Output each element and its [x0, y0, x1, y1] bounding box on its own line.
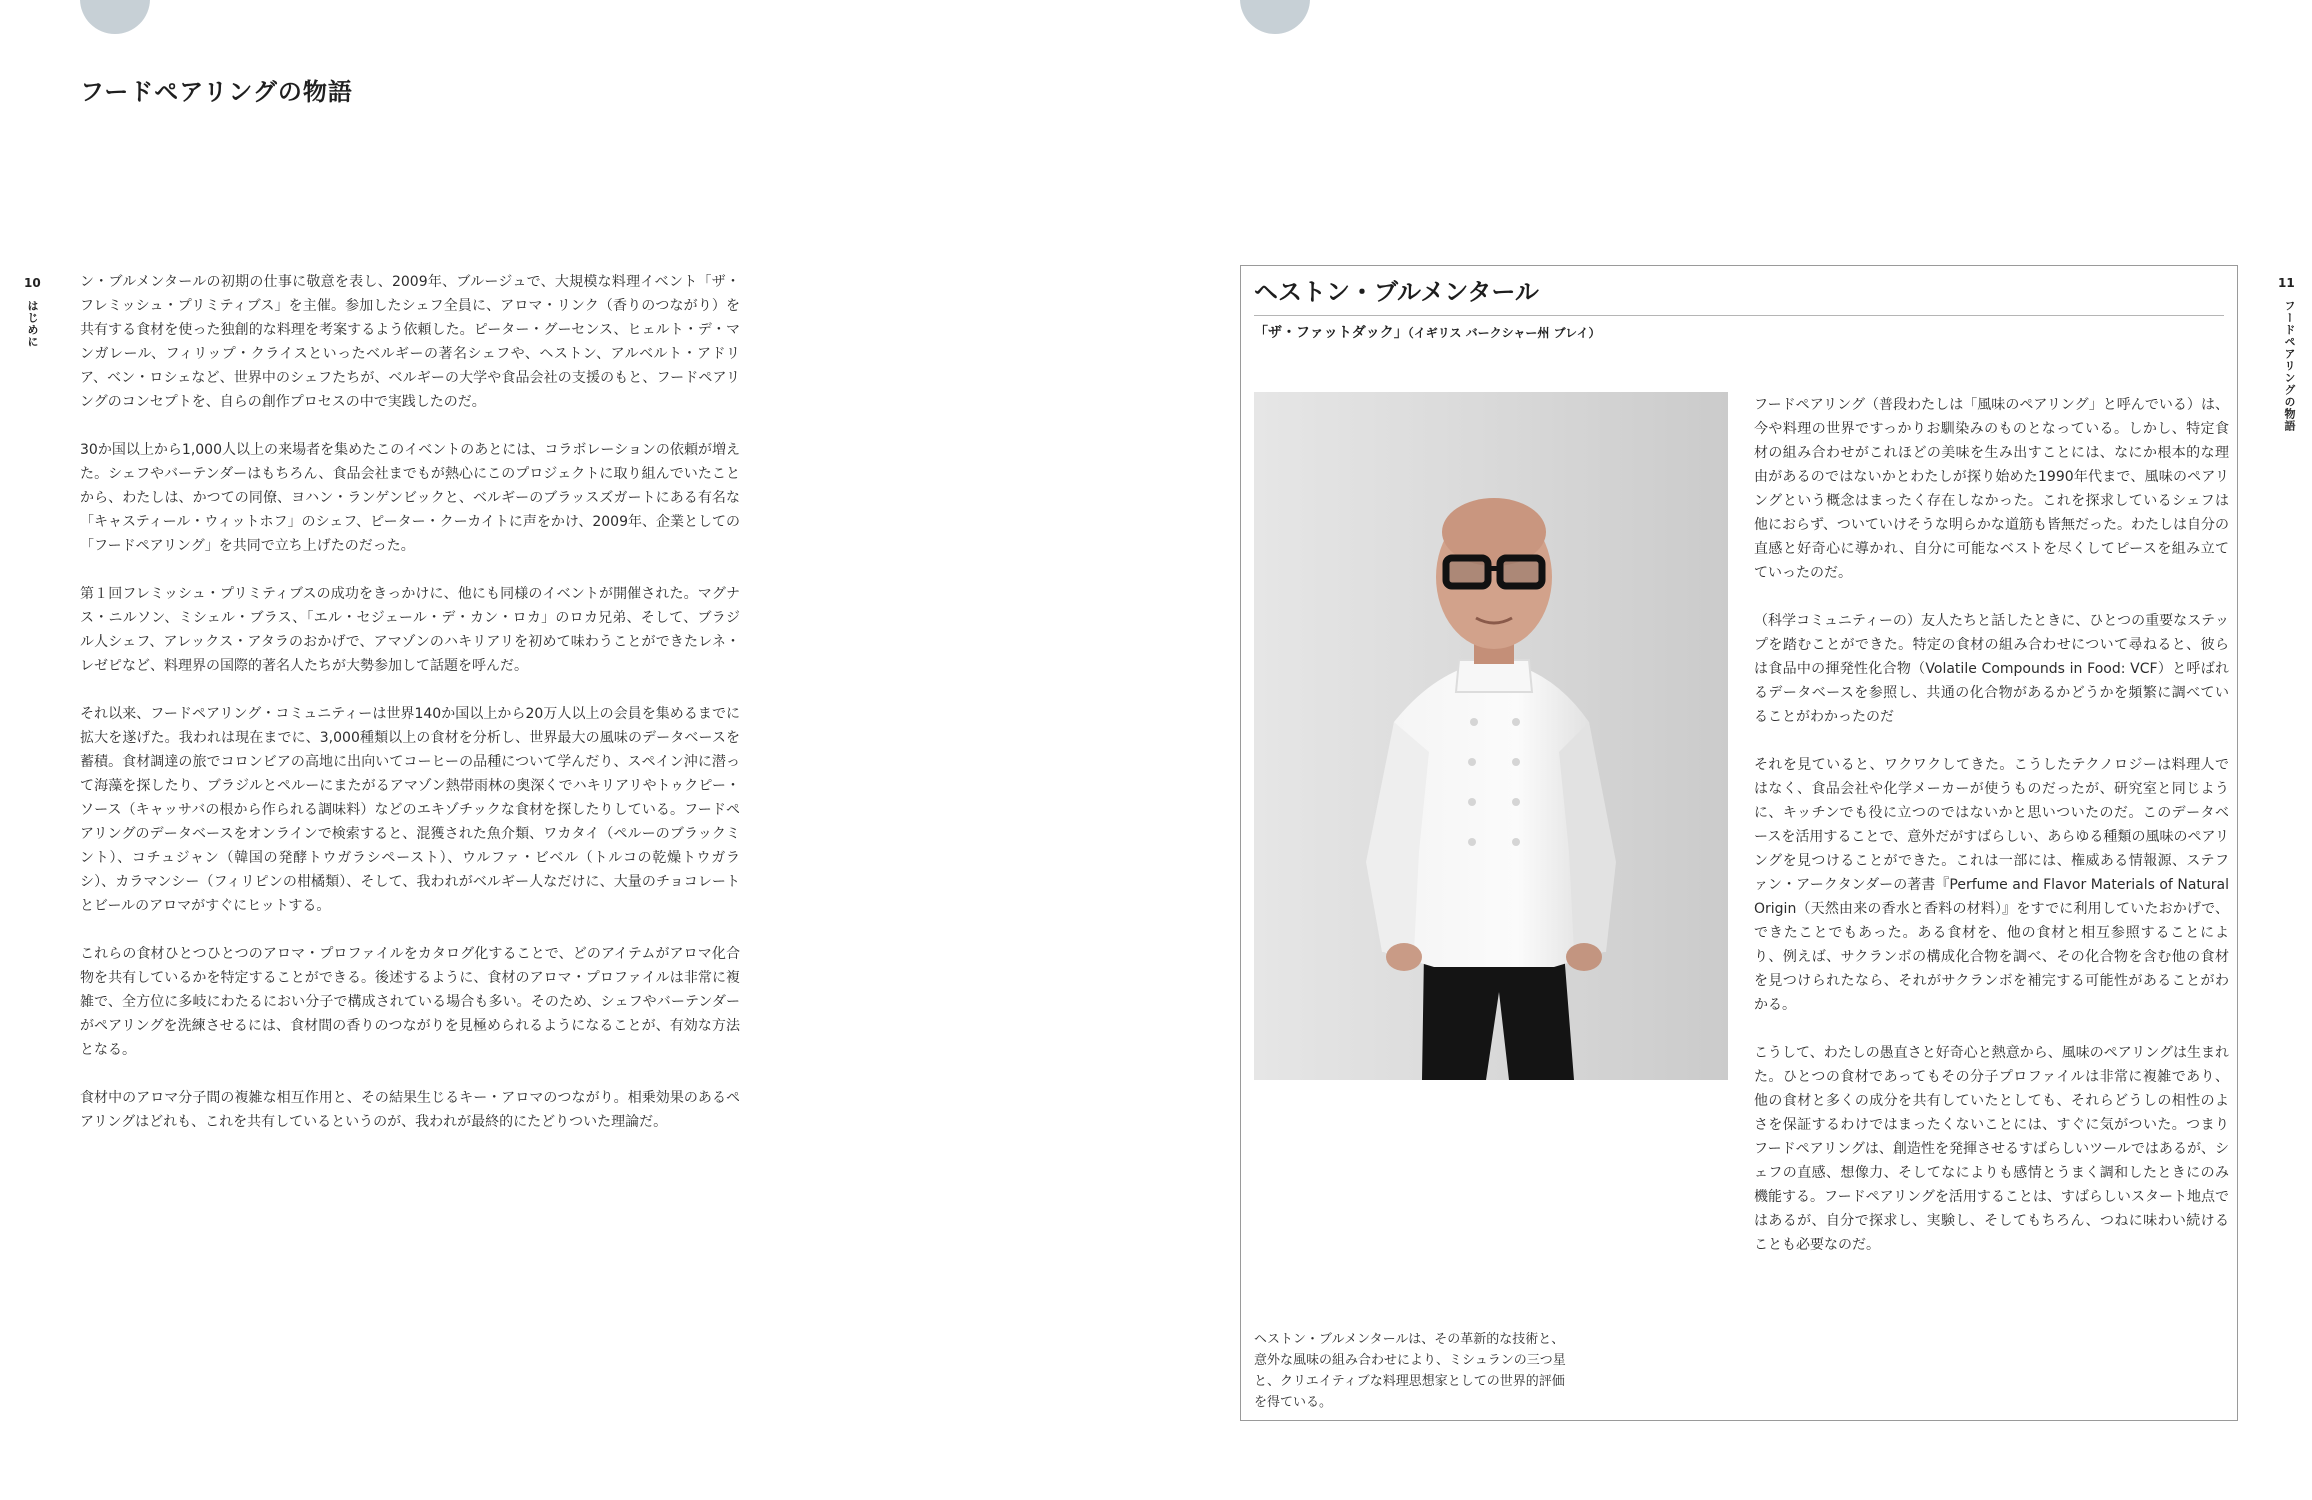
restaurant-location: （イギリス バークシャー州 ブレイ）: [1407, 326, 1601, 340]
body-paragraph: 食材中のアロマ分子間の複雑な相互作用と、その結果生じるキー・アロマのつながり。相乗効果のあるペアリングはどれも、これを共有しているというのが、我われが最終的にたどりついた理論だ。: [80, 1090, 740, 1130]
photo-caption: ヘストン・ブルメンタールは、その革新的な技術と、意外な風味の組み合わせにより、ミシュランの三つ星と、クリエイティブな料理思想家としての世界的評価を得ている。: [1254, 1332, 1566, 1410]
chef-quote-text: [1754, 393, 2229, 1281]
body-paragraph: ン・ブルメンタールの初期の仕事に敬意を表し、2009年、ブルージュで、大規模な料理イベント「ザ・フレミッシュ・プリミティブス」を主催。参加したシェフ全員に、アロマ・リンク（香りのつながり）を共有する食材を使った独創的な料理を考案するよう依頼した。ピーター・グーセンス、ヒェルト・デ・マンガレール、フィリップ・クライスといったベルギーの著名シェフや、ヘストン、アルベルト・アドリア、ベン・ロシェなど、世界中のシェフたちが、ベルギーの大学や食品会社の支援のもと、フードペアリングのコンセプトを、自らの創作プロセスの中で実践したのだ。: [80, 274, 740, 410]
quote-paragraph: こうして、わたしの愚直さと好奇心と熱意から、風味のペアリングは生まれた。ひとつの食材であってもその分子プロファイルは非常に複雑であり、他の食材と多くの成分を共有していたとしても、それらどうしの相性のよさを保証するわけではまったくないことには、すぐに気がついた。つまりフードペアリングは、創造性を発揮させるすばらしいツールではあるが、シェフの直感、想像力、そしてなによりも感情とうまく調和したときにのみ機能する。フードペアリングを活用することは、すばらしいスタート地点ではあるが、自分で探求し、実験し、そしてもちろん、つねに味わい続けることも必要なのだ。: [1754, 1045, 2229, 1253]
running-head-left: はじめに: [26, 300, 39, 348]
chef-sidebar-box: [1240, 265, 2238, 1421]
chef-portrait-photo: [1254, 392, 1728, 1080]
decorative-circle-left: [80, 0, 150, 34]
quote-paragraph: フードペアリング（普段わたしは「風味のペアリング」と呼んでいる）は、今や料理の世界ですっかりお馴染みのものとなっている。しかし、特定食材の組み合わせがこれほどの美味を生み出すことには、なにか根本的な理由があるのではないかとわたしが探り始めた1990年代まで、風味のペアリングという概念はまったく存在しなかった。これを探求しているシェフは他におらず、ついていけそうな明らかな道筋も皆無だった。わたしは自分の直感と好奇心に導かれ、自分に可能なベストを尽くしてピースを組み立てていったのだ。: [1754, 397, 2229, 581]
page-title: フードペアリングの物語: [80, 77, 353, 106]
quote-paragraph: それを見ていると、ワクワクしてきた。こうしたテクノロジーは料理人ではなく、食品会社や化学メーカーが使うものだったが、研究室と同じように、キッチンでも役に立つのではないかと思いついたのだ。このデータベースを活用することで、意外だがすばらしい、あらゆる種類の風味のペアリングを見つけることができた。これは一部には、権威ある情報源、ステファン・アークタンダーの著書『Perfume and Flavor Materials of Natural Origin（天然由来の香水と香料の材料）』をすでに利用していたおかげで、できたことでもあった。ある食材を、他の食材と相互参照することにより、例えば、サクランボの構成化合物を調べ、その化合物を含む他の食材を見つけられたなら、それがサクランボを補完する可能性があることがわかる。: [1754, 757, 2229, 1013]
restaurant-name: 「ザ・ファットダック」: [1254, 325, 1408, 341]
left-body-text: [80, 270, 740, 1158]
chef-name-heading: ヘストン・ブルメンタール: [1254, 277, 1539, 306]
page-number-left: 10: [24, 276, 41, 290]
body-paragraph: 30か国以上から1,000人以上の来場者を集めたこのイベントのあとには、コラボレーションの依頼が増えた。シェフやバーテンダーはもちろん、食品会社までもが熱心にこのプロジェクトに取り組んでいたことから、わたしは、かつての同僚、ヨハン・ランゲンビックと、ベルギーのブラッスズガートにある有名な「キャスティール・ウィットホフ」のシェフ、ピーター・クーカイトに声をかけ、2009年、企業としての「フードペアリング」を共同で立ち上げたのだった。: [80, 442, 740, 554]
restaurant-subtitle: [1254, 322, 1601, 342]
quote-paragraph: （科学コミュニティーの）友人たちと話したときに、ひとつの重要なステップを踏むことができた。特定の食材の組み合わせについて尋ねると、彼らは食品中の揮発性化合物（Volatile Compounds in Food: VCF）と呼ばれるデータベースを参照し、共通の化合物があるかどうかを頻繁に調べていることがわかったのだ: [1754, 613, 2229, 725]
decorative-circle-right: [1240, 0, 1310, 34]
running-head-right: フードペアリングの物語: [2283, 300, 2296, 432]
body-paragraph: これらの食材ひとつひとつのアロマ・プロファイルをカタログ化することで、どのアイテムがアロマ化合物を共有しているかを特定することができる。後述するように、食材のアロマ・プロファイルは非常に複雑で、全方位に多岐にわたるにおい分子で構成されている場合も多い。そのため、シェフやバーテンダーがペアリングを洗練させるには、食材間の香りのつながりを見極められるようになることが、有効な方法となる。: [80, 946, 740, 1058]
chef-portrait-illustration: [1254, 392, 1728, 1080]
heading-rule: [1254, 315, 2224, 316]
body-paragraph: それ以来、フードペアリング・コミュニティーは世界140か国以上から20万人以上の会員を集めるまでに拡大を遂げた。我われは現在までに、3,000種類以上の食材を分析し、世界最大の風味のデータベースを蓄積。食材調達の旅でコロンビアの高地に出向いてコーヒーの品種について学んだり、スペイン沖に潜って海藻を探したり、ブラジルとペルーにまたがるアマゾン熱帯雨林の奥深くでハキリアリやトゥクピー・ソース（キャッサバの根から作られる調味料）などのエキゾチックな食材を探したりしている。フードペアリングのデータベースをオンラインで検索すると、混獲された魚介類、ワカタイ（ペルーのブラックミント）、コチュジャン（韓国の発酵トウガラシペースト）、ウルファ・ビベル（トルコの乾燥トウガラシ）、カラマンシー（フィリピンの柑橘類）、そして、我われがベルギー人なだけに、大量のチョコレートとビールのアロマがすぐにヒットする。: [80, 706, 740, 914]
body-paragraph: 第１回フレミッシュ・プリミティブスの成功をきっかけに、他にも同様のイベントが開催された。マグナス・ニルソン、ミシェル・ブラス、「エル・セジェール・デ・カン・ロカ」のロカ兄弟、そして、ブラジル人シェフ、アレックス・アタラのおかげで、アマゾンのハキリアリを初めて味わうことができたレネ・レゼピなど、料理界の国際的著名人たちが大勢参加して話題を呼んだ。: [80, 586, 740, 674]
page-number-right: 11: [2278, 276, 2295, 290]
